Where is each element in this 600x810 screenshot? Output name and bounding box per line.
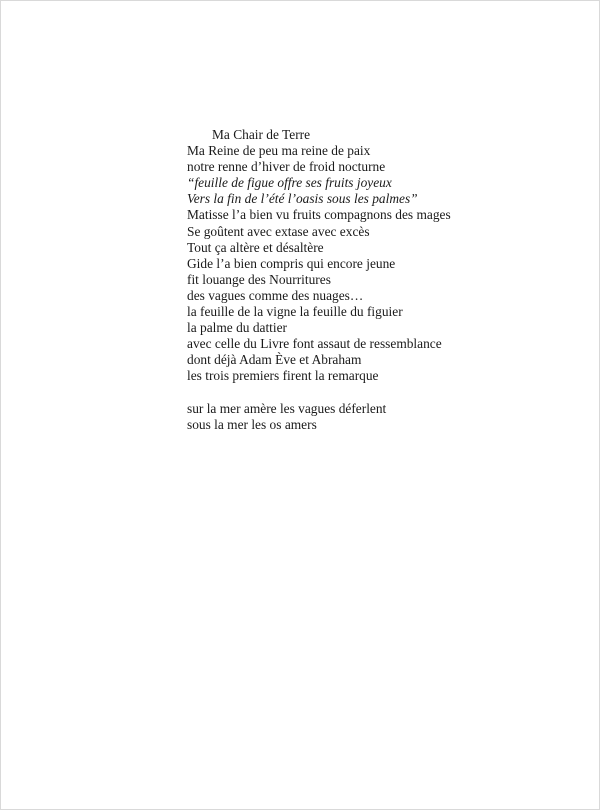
- poem-line-quote: Vers la fin de l’été l’oasis sous les palmes”: [187, 191, 418, 207]
- poem-line: sous la mer les os amers: [187, 416, 317, 432]
- poem-title: Ma Chair de Terre: [212, 127, 311, 142]
- poem-line: Gide l’a bien compris qui encore jeune: [187, 255, 396, 271]
- poem-line: la feuille de la vigne la feuille du figuier: [187, 304, 403, 320]
- stanza-break: [187, 385, 567, 401]
- poem-line: la palme du dattier: [187, 320, 288, 336]
- poem-line: notre renne d’hiver de froid nocturne: [187, 159, 386, 175]
- poem-line: dont déjà Adam Ève et Abraham: [187, 352, 362, 368]
- poem-line: des vagues comme des nuages…: [187, 287, 364, 303]
- poem-line: avec celle du Livre font assaut de ressemblance: [187, 336, 442, 352]
- poem-line: Se goûtent avec extase avec excès: [187, 223, 370, 239]
- poem: [187, 127, 567, 433]
- poem-line: les trois premiers firent la remarque: [187, 368, 379, 384]
- poem-line: Tout ça altère et désaltère: [187, 239, 324, 255]
- poem-line: Ma Reine de peu ma reine de paix: [187, 143, 371, 159]
- poem-line-quote: “feuille de figue offre ses fruits joyeux: [187, 175, 392, 191]
- poem-line: fit louange des Nourritures: [187, 271, 331, 287]
- poem-line: Matisse l’a bien vu fruits compagnons des mages: [187, 207, 451, 223]
- poem-line: sur la mer amère les vagues déferlent: [187, 400, 387, 416]
